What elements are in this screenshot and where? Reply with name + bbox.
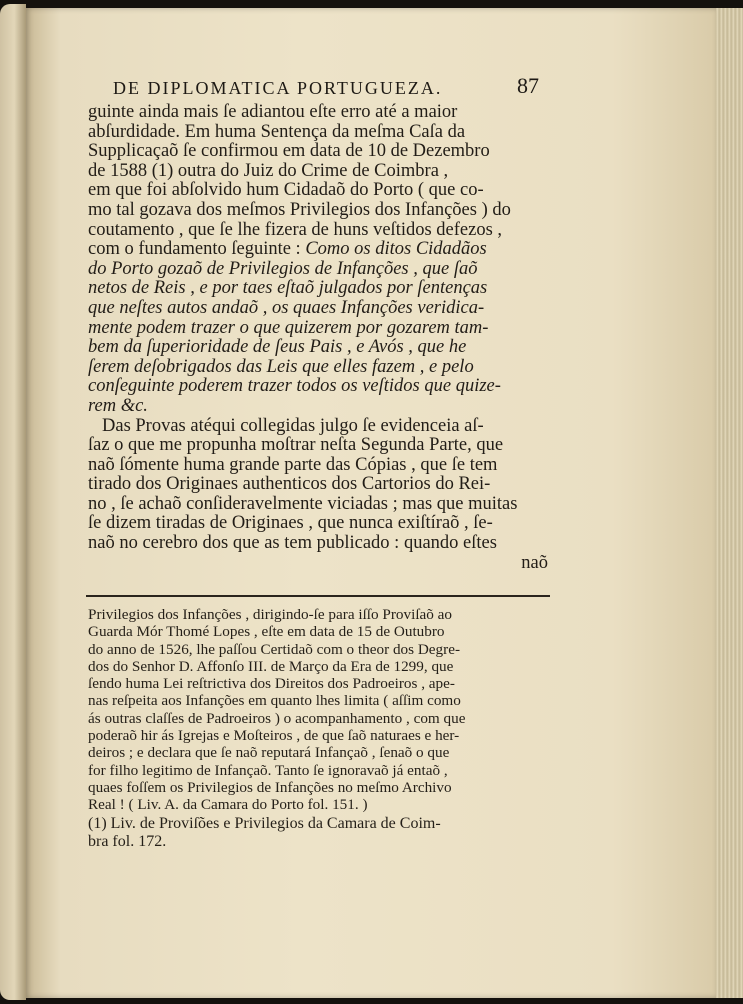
note-line: deiros ; e declara que ſe naõ reputará Infançaõ , ſenaõ o que	[88, 744, 450, 762]
text-line	[88, 240, 548, 260]
text-line: guinte ainda mais ſe adiantou eſte erro até a maior	[88, 102, 458, 122]
text-line: no , ſe achaõ conſideravelmente viciadas ; mas que muitas	[88, 493, 518, 514]
page-number: 87	[517, 73, 539, 98]
footnote-1-line: bra fol. 172.	[88, 832, 167, 850]
note-line: quaes foſſem os Privilegios de Infanções no meſmo Archivo	[88, 778, 452, 796]
note-line: do anno de 1526, lhe paſſou Certidaõ com o theor dos Degre-	[88, 640, 460, 658]
italic-text-line: ſerem deſobrigados das Leis que elles fazem , e pelo	[88, 356, 474, 377]
running-head: DE DIPLOMATICA PORTUGUEZA.	[113, 78, 443, 98]
catchword: naõ	[521, 552, 548, 573]
note-line: ſendo huma Lei reſtrictiva dos Direitos dos Padroeiros , ape-	[88, 675, 455, 693]
text-line: mo tal gozava dos meſmos Privilegios dos Infanções ) do	[88, 199, 511, 220]
paragraph-first-line: Das Provas atéqui collegidas julgo ſe evidenceia aſ-	[102, 415, 484, 436]
note-line: nas reſpeita aos Infanções em quanto lhes limita ( aſſim como	[88, 692, 461, 710]
italic-text-line: netos de Reis , e por taes eſtaõ julgados por ſentenças	[88, 278, 488, 299]
footnote-rule	[86, 595, 550, 597]
italic-text-line: mente podem trazer o que quizerem por gozarem tam-	[88, 317, 489, 338]
text-fragment: com o fundamento ſeguinte :	[88, 239, 301, 260]
text-line: em que foi abſolvido hum Cidadaõ do Porto ( que co-	[88, 180, 484, 201]
text-line: coutamento , que ſe lhe fizera de huns veſtidos defezos ,	[88, 219, 503, 240]
text-line: ſaz o que me propunha moſtrar neſta Segunda Parte, que	[88, 435, 504, 456]
italic-text-line: conſeguinte poderem trazer todos os veſtidos que quize-	[88, 376, 501, 397]
note-line: for filho legitimo de Infançaõ. Tanto ſe ignoravaõ já entaõ ,	[88, 761, 448, 779]
note-line: dos do Senhor D. Affonſo III. de Março da Era de 1299, que	[88, 657, 454, 675]
italic-quote-start: Como os ditos Cidadãos	[305, 239, 487, 260]
text-line: Supplicaçaõ ſe confirmou em data de 10 de Dezembro	[88, 141, 490, 162]
footnote-1-line: (1) Liv. de Proviſões e Privilegios da Camara de Coim-	[88, 814, 441, 832]
text-line: naõ ſómente huma grande parte das Cópias , que ſe tem	[88, 454, 498, 475]
text-line: tirado dos Originaes authenticos dos Cartorios do Rei-	[88, 474, 491, 495]
main-text	[88, 103, 548, 573]
text-line: abſurdidade. Em huma Sentença da meſma Caſa da	[88, 121, 466, 142]
italic-text-line: rem &c.	[88, 395, 148, 416]
italic-text-line: bem da ſuperioridade de ſeus Pais , e Avós , que he	[88, 337, 467, 358]
footnotes	[88, 606, 550, 850]
text-line: naõ no cerebro dos que as tem publicado : quando eſtes	[88, 533, 497, 554]
note-line: poderaõ hir ás Igrejas e Moſteiros , de que ſaõ naturaes e her-	[88, 727, 460, 745]
italic-text-line: que neſtes autos andaõ , os quaes Infanções veridica-	[88, 297, 485, 318]
text-line: ſe dizem tiradas de Originaes , que nunca exiſtíraõ , ſe-	[88, 513, 493, 534]
text-line: de 1588 (1) outra do Juiz do Crime de Coimbra ,	[88, 160, 449, 181]
note-line: Privilegios dos Infanções , dirigindo-ſe para iſſo Proviſaõ ao	[88, 606, 453, 623]
previous-page-edge	[0, 4, 26, 1000]
italic-text-line: do Porto gozaõ de Privilegios de Infanções , que ſaõ	[88, 258, 478, 279]
note-line: Real ! ( Liv. A. da Camara do Porto fol. 151. )	[88, 796, 368, 814]
page-stack-edge	[716, 8, 743, 998]
note-line: ás outras claſſes de Padroeiros ) o acompanhamento , com que	[88, 709, 466, 727]
note-line: Guarda Mór Thomé Lopes , eſte em data de 15 de Outubro	[88, 623, 445, 641]
